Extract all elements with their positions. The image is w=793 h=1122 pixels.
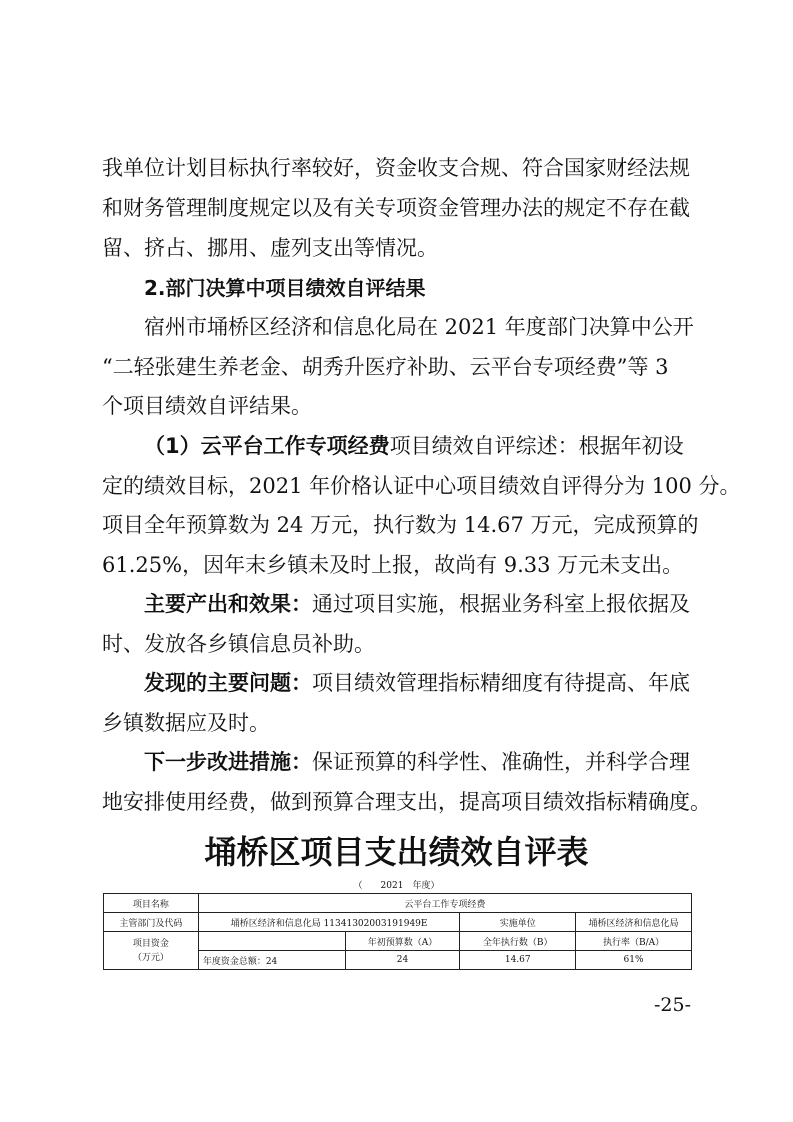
item1-line-2: 定的绩效目标，2021 年价格认证中心项目绩效自评得分为 100 分。 — [102, 474, 741, 498]
next-steps-label: 下一步改进措施： — [144, 750, 312, 774]
dept-label: 主管部门及代码 — [104, 913, 199, 932]
dept-value: 埇桥区经济和信息化局 1134130200319194​9E — [198, 913, 460, 932]
evaluation-table — [103, 893, 692, 970]
summary-line-2: “二轻张建生养老金、胡秀升医疗补助、云平台专项经费”等 3 — [102, 355, 669, 379]
intro-line-3: 留、挤占、挪用、虚列支出等情况。 — [102, 236, 438, 260]
impl-label: 实施单位 — [460, 913, 576, 932]
section-heading: 2.部门决算中项目绩效自评结果 — [144, 276, 426, 300]
problems-line-1 — [144, 669, 690, 697]
empty-header-cell — [198, 932, 345, 951]
page-number: -25- — [653, 994, 691, 1016]
funds-label-cell — [104, 932, 199, 970]
problems-line-1-rest: 项目绩效管理指标精细度有待提高、年底 — [312, 671, 690, 695]
item1-line-3: 项目全年预算数为 24 万元，执行数为 14.67 万元，完成预算的 — [102, 513, 699, 537]
outputs-label: 主要产出和效果： — [144, 592, 312, 616]
next-steps-line-2: 地安排使用经费，做到预算合理支出，提高项目绩效指标精确度。 — [102, 790, 711, 814]
funds-label-line-1: 项目资金 — [132, 938, 169, 949]
table-row — [104, 894, 692, 913]
funds-label-line-2: （万元） — [132, 952, 169, 963]
project-name-label: 项目名称 — [104, 894, 199, 913]
problems-label: 发现的主要问题： — [144, 671, 312, 695]
intro-line-1: 我单位计划目标执行率较好，资金收支合规、符合国家财经法规 — [102, 156, 690, 180]
summary-line-1: 宿州市埇桥区经济和信息化局在 2021 年度部门决算中公开 — [144, 315, 694, 339]
intro-line-2: 和财务管理制度规定以及有关专项资金管理办法的规定不存在截 — [102, 196, 690, 220]
total-funds-label: 年度资金总额：24 — [198, 951, 345, 970]
item1-line-4: 61.25%，因年末乡镇未及时上报，故尚有 9.33 万元未支出。 — [102, 553, 684, 577]
item1-line-1 — [144, 432, 684, 460]
col-budget-header: 年初预算数（A） — [345, 932, 460, 951]
table-year: （ 2021 年度） — [353, 881, 440, 891]
col-exec-header: 全年执行数（B） — [460, 932, 576, 951]
impl-value: 埇桥区经济和信息化局 — [576, 913, 692, 932]
outputs-line-1 — [144, 590, 690, 618]
outputs-line-1-rest: 通过项目实施，根据业务科室上报依据及 — [312, 592, 690, 616]
rate-value: 61% — [576, 951, 692, 970]
next-steps-line-1 — [144, 748, 690, 776]
item1-bold-label: （1）云平台工作专项经费 — [144, 434, 390, 458]
exec-value: 14.67 — [460, 951, 576, 970]
table-title: 埇桥区项目支出绩效自评表 — [204, 833, 589, 871]
problems-line-2: 乡镇数据应及时。 — [102, 711, 270, 735]
col-rate-header: 执行率（B/A） — [576, 932, 692, 951]
project-name-value: 云平台工作专项经费 — [198, 894, 691, 913]
summary-line-3: 个项目绩效自评结果。 — [102, 394, 312, 418]
table-row — [104, 932, 692, 951]
budget-value: 24 — [345, 951, 460, 970]
next-steps-line-1-rest: 保证预算的科学性、准确性，并科学合理 — [312, 750, 690, 774]
table-row — [104, 913, 692, 932]
outputs-line-2: 时、发放各乡镇信息员补助。 — [102, 632, 375, 656]
item1-line-1-rest: 项目绩效自评综述：根据年初设 — [389, 434, 684, 458]
